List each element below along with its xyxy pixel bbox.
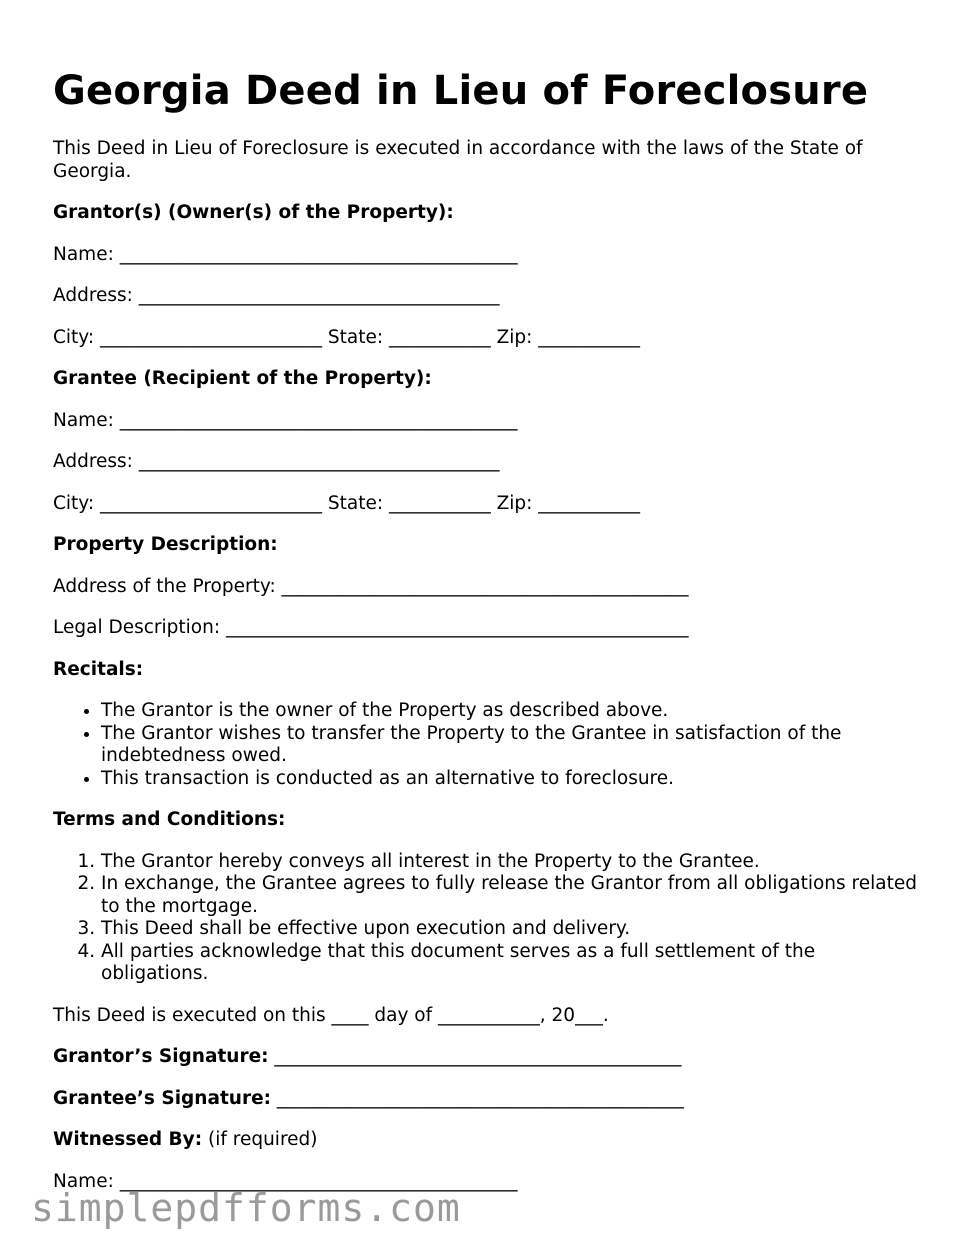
property-heading: Property Description: (53, 534, 278, 555)
grantee-signature-row[interactable] (53, 1088, 923, 1111)
grantor-name-field[interactable]: Name: ___________________________________________ (53, 243, 518, 265)
grantee-signature-line[interactable]: ____________________________________________ (271, 1087, 684, 1109)
list-item: 1. The Grantor hereby conveys all interest in the Property to the Grantee. (101, 851, 923, 874)
list-item: • The Grantor is the owner of the Property as described above. (101, 700, 923, 723)
execution-date-field[interactable]: This Deed is executed on this ____ day of ___________, 20___. (53, 1004, 609, 1026)
terms-heading: Terms and Conditions: (53, 809, 286, 830)
witness-label: Witnessed By: (53, 1129, 203, 1150)
grantor-signature-label: Grantor’s Signature: (53, 1046, 269, 1067)
list-item: 2. In exchange, the Grantee agrees to fully release the Grantor from all obligations related to the mortgage. (101, 873, 923, 918)
intro-paragraph: This Deed in Lieu of Foreclosure is executed in accordance with the laws of the State of Georgia. (53, 138, 863, 182)
page-title: Georgia Deed in Lieu of Foreclosure (53, 68, 869, 114)
list-item: 3. This Deed shall be effective upon execution and delivery. (101, 918, 923, 941)
list-item: • The Grantor wishes to transfer the Property to the Grantee in satisfaction of the indebtedness owed. (101, 723, 923, 768)
list-item: 4. All parties acknowledge that this document serves as a full settlement of the obligations. (101, 941, 923, 986)
property-legal-description-field[interactable]: Legal Description: __________________________________________________ (53, 617, 689, 638)
grantor-address-field[interactable]: Address: _______________________________________ (53, 285, 500, 306)
grantor-signature-row[interactable] (53, 1046, 923, 1069)
list-item: • This transaction is conducted as an alternative to foreclosure. (101, 768, 923, 791)
property-address-field[interactable]: Address of the Property: ____________________________________________ (53, 575, 689, 597)
recitals-list (53, 700, 923, 790)
witness-name-field[interactable]: Name: ___________________________________________ (53, 1170, 518, 1192)
grantee-signature-label: Grantee’s Signature: (53, 1087, 272, 1109)
recitals-heading: Recitals: (53, 658, 144, 680)
witness-note: (if required) (202, 1129, 318, 1150)
watermark: simplepdfforms.com (31, 1186, 461, 1230)
grantee-city-state-zip-field[interactable]: City: ________________________ State: ___________ Zip: ___________ (53, 492, 641, 514)
grantor-city-state-zip-field[interactable]: City: ________________________ State: ___________ Zip: ___________ (53, 326, 641, 348)
grantor-heading: Grantor(s) (Owner(s) of the Property): (53, 202, 454, 223)
document-page (53, 66, 923, 1212)
terms-list (53, 851, 923, 986)
grantee-heading: Grantee (Recipient of the Property): (53, 368, 432, 389)
grantee-address-field[interactable]: Address: _______________________________________ (53, 451, 500, 472)
witness-heading (53, 1129, 923, 1152)
grantor-signature-line[interactable]: ____________________________________________ (268, 1046, 682, 1067)
grantee-name-field[interactable]: Name: ___________________________________________ (53, 409, 518, 431)
